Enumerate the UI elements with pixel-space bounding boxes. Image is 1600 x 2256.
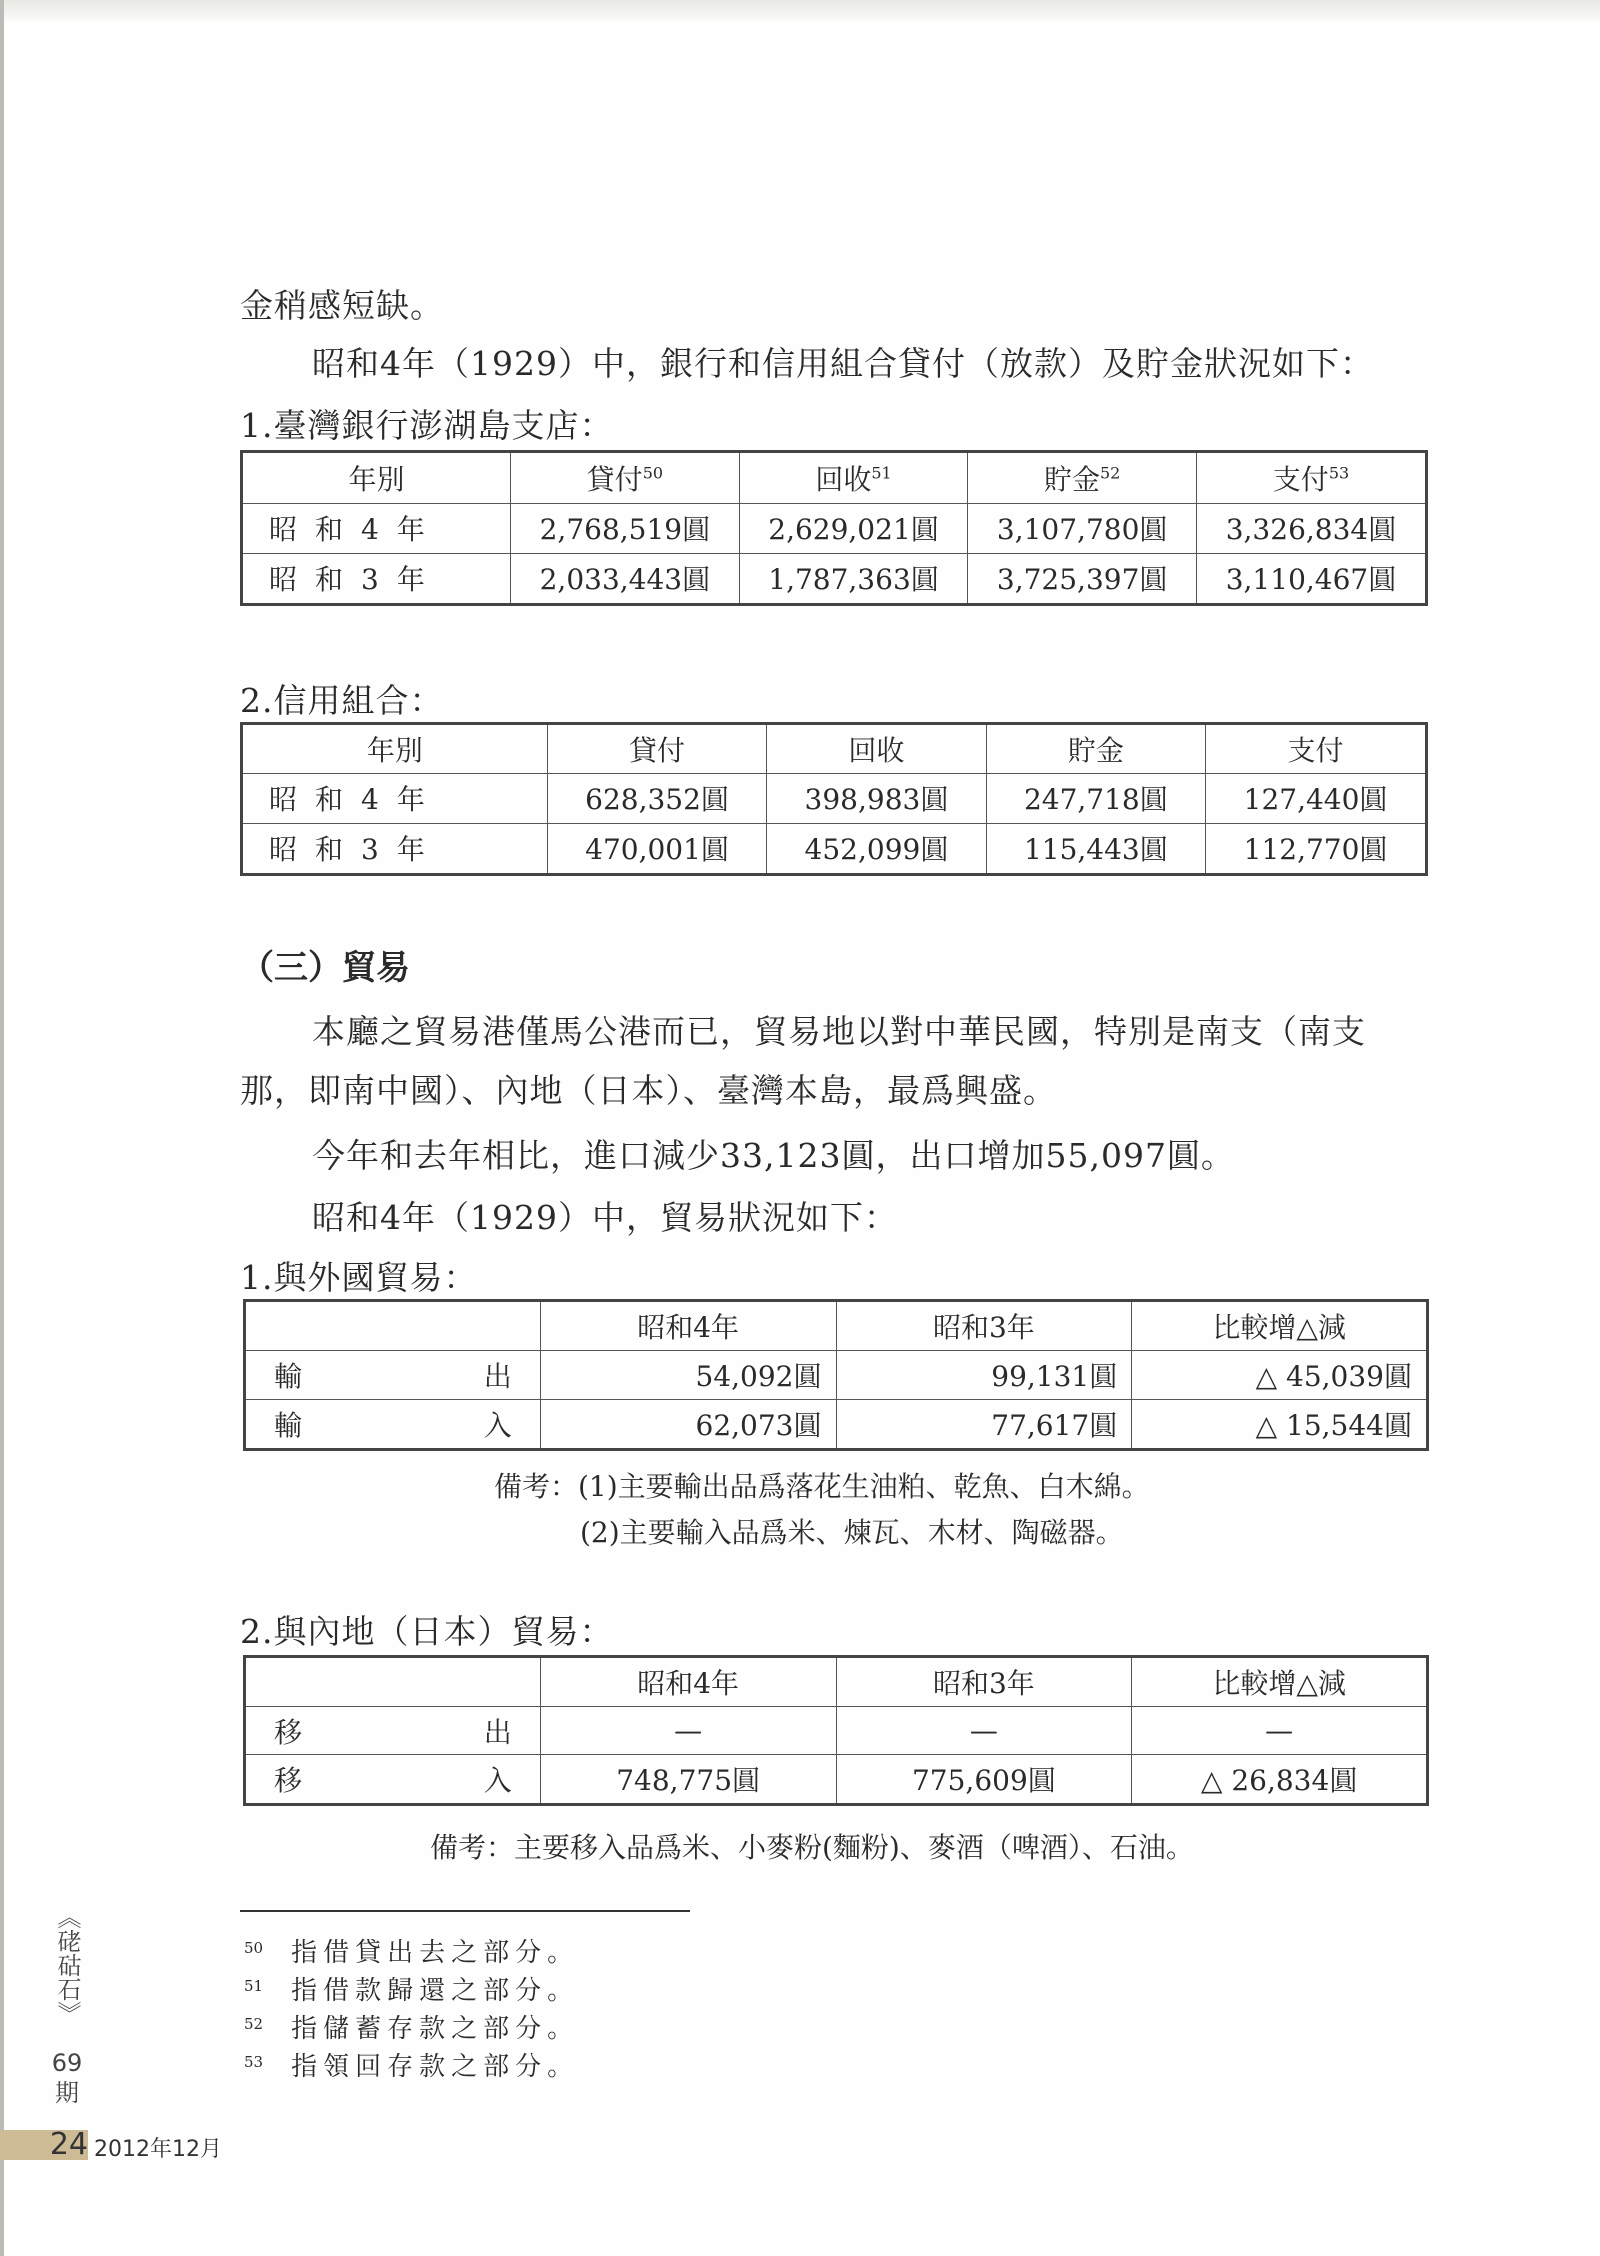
scan-top-band xyxy=(0,0,1600,22)
footnote: $^{52}$ 指儲蓄存款之部分。 xyxy=(244,2014,580,2044)
page-edge xyxy=(0,0,4,2256)
journal-sidebar xyxy=(50,1890,84,2108)
table-row: 昭和3年 470,001圓 452,099圓 115,443圓 112,770圓 xyxy=(242,823,1427,874)
paragraph-line: 昭和4年（1929）中，銀行和信用組合貸付（放款）及貯金狀況如下： xyxy=(312,344,1374,383)
issue-label: 期 xyxy=(55,2079,79,2107)
paragraph-line: 今年和去年相比，進口減少33,123圓，出口增加55,097圓。 xyxy=(312,1136,1235,1175)
table-row: 輸 入 62,073圓 77,617圓 △ 15,544圓 xyxy=(245,1399,1428,1449)
col-header: 貯金$^{52}$ xyxy=(968,452,1197,504)
table-row: 輸 出 54,092圓 99,131圓 △ 45,039圓 xyxy=(245,1351,1428,1400)
table-row: 昭和3年 2,033,443圓 1,787,363圓 3,725,397圓 3,110,467圓 xyxy=(242,553,1427,604)
table-row: 移 入 748,775圓 775,609圓 △ 26,834圓 xyxy=(245,1755,1428,1805)
paragraph-line: 金稍感短缺。 xyxy=(240,286,444,325)
subheading: 2.與內地（日本）貿易： xyxy=(240,1612,614,1651)
bank-table xyxy=(240,450,1428,606)
journal-title: 《硓𥑮石》 xyxy=(53,1905,81,2025)
col-header: 支付$^{53}$ xyxy=(1196,452,1426,504)
col-header: 回收$^{51}$ xyxy=(739,452,968,504)
subheading: 1.臺灣銀行澎湖島支店： xyxy=(240,406,614,445)
paragraph-line: 昭和4年（1929）中，貿易狀況如下： xyxy=(312,1198,898,1237)
table-row: 昭和4年 628,352圓 398,983圓 247,718圓 127,440圓 xyxy=(242,774,1427,824)
footnote: $^{53}$ 指領回存款之部分。 xyxy=(244,2052,580,2082)
page-number: 24 xyxy=(0,2130,88,2160)
table-row: 昭和4年 2,768,519圓 2,629,021圓 3,107,780圓 3,326,834圓 xyxy=(242,504,1427,554)
issue-date: 2012年12月 xyxy=(94,2137,222,2162)
col-header: 貸付$^{50}$ xyxy=(511,452,740,504)
table-note: (2)主要輸入品爲米、煉瓦、木材、陶磁器。 xyxy=(580,1516,1124,1549)
paragraph-line: 本廳之貿易港僅馬公港而已，貿易地以對中華民國，特別是南支（南支 xyxy=(312,1012,1366,1051)
credit-union-table: 年別 貸付 回收 貯金 支付 昭和4年 628,352圓 398,983圓 247,718圓 127,440圓 昭和3年 470,001圓 452,099圓 115,443圓 112,770圓 xyxy=(240,722,1428,876)
issue-number: 69 xyxy=(51,2049,83,2077)
table-note: 備考：(1)主要輸出品爲落花生油粕、乾魚、白木綿。 xyxy=(494,1470,1150,1503)
col-header: 年別 xyxy=(242,452,511,504)
footnote-rule xyxy=(240,1910,690,1912)
paragraph-line: 那，即南中國）、內地（日本）、臺灣本島，最爲興盛。 xyxy=(240,1071,1057,1110)
footnote: $^{51}$ 指借款歸還之部分。 xyxy=(244,1976,580,2006)
table-row: 移 出 — — — xyxy=(245,1707,1428,1755)
foreign-trade-table: 昭和4年 昭和3年 比較增△減 輸 出 54,092圓 99,131圓 △ 45,039圓 輸 入 62,073圓 77,617圓 △ 15,544圓 xyxy=(243,1299,1429,1451)
section-heading: （三）貿易 xyxy=(240,948,410,988)
japan-trade-table: 昭和4年 昭和3年 比較增△減 移 出 — — — 移 入 748,775圓 775,609圓 △ 26,834圓 xyxy=(243,1655,1429,1806)
subheading: 1.與外國貿易： xyxy=(240,1258,478,1297)
table-note: 備考：主要移入品爲米、小麥粉(麵粉)、麥酒（啤酒）、石油。 xyxy=(430,1831,1194,1864)
footnote: $^{50}$ 指借貸出去之部分。 xyxy=(244,1938,580,1968)
subheading: 2.信用組合： xyxy=(240,681,444,720)
